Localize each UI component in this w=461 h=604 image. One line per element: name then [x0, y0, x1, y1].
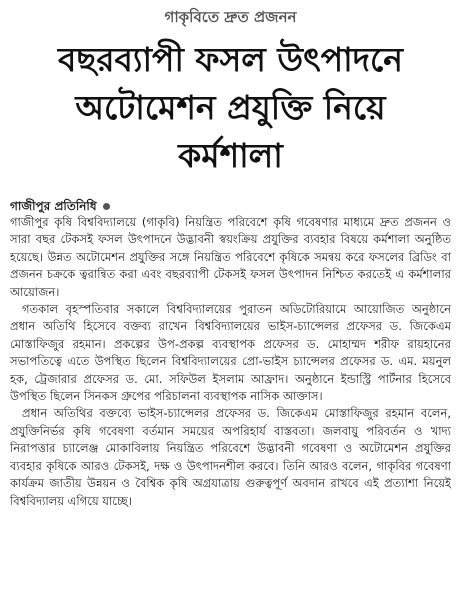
kicker-line: গাকৃবিতে দ্রুত প্রজনন: [164, 8, 297, 26]
bullet-dot-icon: [103, 203, 110, 210]
paragraph-1: গাজীপুর কৃষি বিশ্ববিদ্যালয়ে (গাকৃবি) নিয়ন্ত্রিত পরিবেশে কৃষি গবেষণার মাধ্যমে দ্রুত প্রজনন ও সারা বছর টেকসই ফসল উৎপাদনে উদ্ভাবনী স্বয়ংক্রিয় প্রযুক্তির ব্যবহার বিষয়ে কর্মশালা অনুষ্ঠিত হয়েছে। উন্নত অটোমেশন প্রযুক্তির সঙ্গে নিয়ন্ত্রিত পরিবেশে কৃষিকে সমন্বয় করে ফসলের ব্রিডিং বা প্রজনন চক্রকে ত্বরান্বিত করা এবং বছরব্যাপী টেকসই ফসল উৎপাদন নিশ্চিত করতেই এ কর্মশালার আয়োজন।: [10, 215, 451, 299]
paragraph-2: গতকাল বৃহস্পতিবার সকালে বিশ্ববিদ্যালয়ের পুরাতন অডিটোরিয়ামে আয়োজিত অনুষ্ঠানে প্রধান অতিথি হিসেবে বক্তব্য রাখেন বিশ্ববিদ্যালয়ের ভাইস-চ্যান্সেলর প্রফেসর ড. জিকেএম মোস্তাফিজুর রহমান। প্রকল্পের উপ-প্রকল্প ব্যবস্থাপক প্রফেসর ড. মোহাম্মদ শরীফ রায়হানের সভাপতিত্বে এতে উপস্থিত ছিলেন বিশ্ববিদ্যালয়ের প্রো-ভাইস চ্যান্সেলর প্রফেসর ড. এম. ময়নুল হক, ট্রেজারার প্রফেসর ড. মো. সফিউল ইসলাম আফ্রাদ। অনুষ্ঠানে ইন্ডাস্ট্রি পার্টনার হিসেবে উপস্থিত ছিলেন সিনকস গ্রুপের পরিচালনা ব্যবস্থাপক নাসিক আক্তাস।: [10, 302, 451, 404]
byline: [10, 198, 451, 214]
headline-line-2: অটোমেশন প্রযুক্তি নিয়ে: [75, 88, 386, 127]
byline-text: গাজীপুর প্রতিনিধি: [10, 199, 97, 213]
article-body: [10, 214, 451, 510]
paragraph-3: প্রধান অতিথির বক্তব্যে ভাইস-চ্যান্সেলর প্রফেসর ড. জিকেএম মোস্তাফিজুর রহমান বলেন, প্রযুক্তিনির্ভর কৃষি গবেষণা বর্তমান সময়ের অপরিহার্য বাস্তবতা। জলবায়ু পরিবর্তন ও খাদ্য নিরাপত্তার চ্যালেঞ্জ মোকাবিলায় নিয়ন্ত্রিত পরিবেশে উদ্ভাবনী গবেষণা ও অটোমেশন প্রযুক্তির ব্যবহার কৃষিকে আরও টেকসই, দক্ষ ও উৎপাদনশীল করবে। তিনি আরও বলেন, গাকৃবির গবেষণা কার্যক্রম জাতীয় উন্নয়ন ও বৈশ্বিক কৃষি অগ্রযাত্রায় গুরুত্বপূর্ণ অবদান রাখবে এই প্রত্যাশা নিয়েই বিশ্ববিদ্যালয় এগিয়ে যাচ্ছে।: [10, 406, 451, 508]
headline: [10, 36, 451, 180]
headline-line-3: কর্মশালা: [178, 136, 283, 175]
headline-line-1: বছরব্যাপী ফসল উৎপাদনে: [58, 40, 403, 79]
